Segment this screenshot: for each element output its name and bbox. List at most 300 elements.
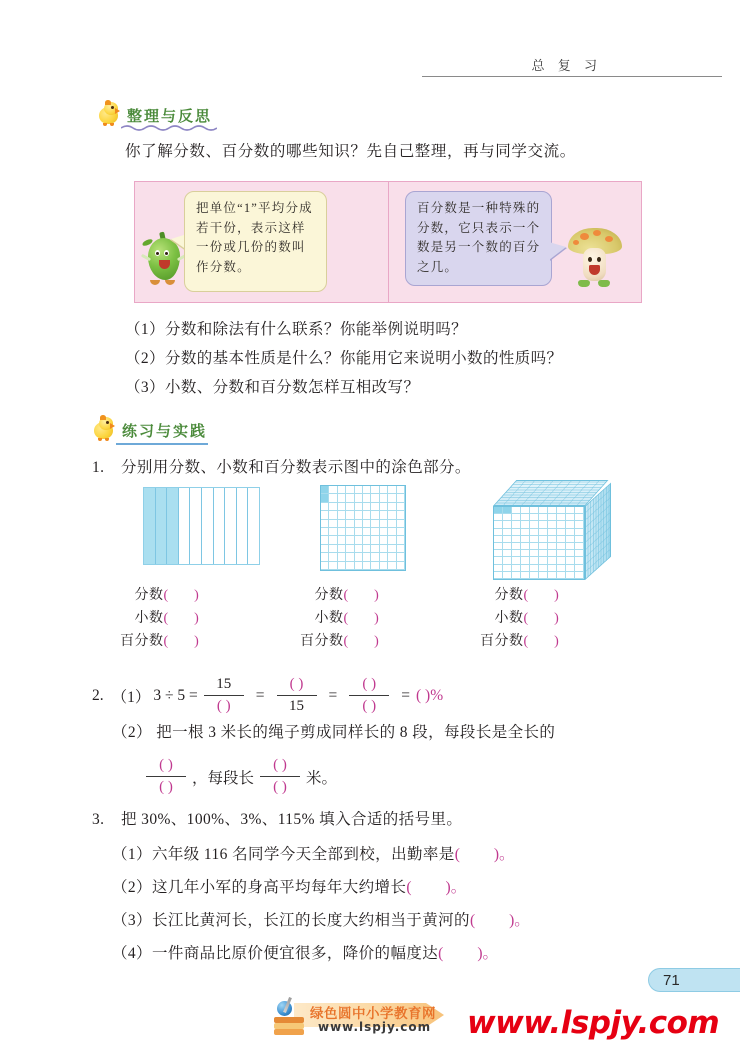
grid-cell (397, 511, 405, 519)
grid-cell (363, 503, 371, 511)
fraction-b (260, 757, 300, 796)
cube-cell (494, 514, 503, 521)
exercise-3-item-4 (112, 942, 498, 966)
grid-cell (329, 545, 337, 553)
cube-cell (548, 565, 557, 572)
item-label: （2） (112, 879, 152, 896)
running-head (422, 58, 722, 77)
review-question-3: （3）小数、分数和百分数怎样互相改写？ (125, 379, 420, 396)
cube-cell (494, 557, 503, 564)
cube-cell (521, 514, 530, 521)
grid-cell (321, 545, 329, 553)
grid-cell (355, 545, 363, 553)
grid-cell (397, 486, 405, 494)
open-paren: ( (163, 634, 169, 649)
cube-cell (557, 514, 566, 521)
cube-cell (494, 543, 503, 550)
running-head-rule (422, 76, 722, 77)
cube-cell (539, 543, 548, 550)
cube-cell (512, 529, 521, 536)
open-paren: ( (469, 912, 476, 929)
answer-labels-strip (120, 584, 199, 653)
cube-cell (548, 514, 557, 521)
grid-cell (371, 503, 379, 511)
item-label: （1） (112, 846, 152, 863)
cube-cell (566, 550, 575, 557)
grid-cell (346, 553, 354, 561)
grid-cell (321, 511, 329, 519)
grid-cell (380, 520, 388, 528)
cube-cell (503, 507, 512, 514)
cube-cell (512, 557, 521, 564)
cube-cell (539, 572, 548, 579)
grid-cell (338, 536, 346, 544)
site-logo (268, 1001, 458, 1043)
grid-cell (346, 562, 354, 570)
grid-cell (355, 562, 363, 570)
cube-cell (539, 521, 548, 528)
cube-cell (548, 521, 557, 528)
speech-bubble-fraction: 把单位“1”平均分成若干份，表示这样一份或几份的数叫作分数。 (184, 191, 327, 292)
cube-cell (494, 507, 503, 514)
label-decimal: 小数( ) (494, 611, 559, 626)
grid-cell (321, 528, 329, 536)
grid-cell (363, 545, 371, 553)
cube-cell (512, 507, 521, 514)
exercise-2-1-lhs: 3 ÷ 5 = (153, 686, 198, 704)
cube-cell (575, 572, 584, 579)
label-percent: 百分数( ) (480, 634, 559, 649)
grid-cell (371, 486, 379, 494)
cube-cell (530, 514, 539, 521)
grid-cell (355, 486, 363, 494)
cube-cell (557, 557, 566, 564)
grid-cell (355, 528, 363, 536)
grid-cell (397, 503, 405, 511)
grid-cell (329, 562, 337, 570)
grid-cell (380, 528, 388, 536)
fraction-a-numerator: ( ) (159, 757, 173, 773)
cube-cell (494, 536, 503, 543)
section-header-review (97, 100, 215, 126)
cube-cell (566, 565, 575, 572)
grid-cell (329, 503, 337, 511)
exercise-2-number: 2. (92, 686, 104, 704)
cube-cell (548, 557, 557, 564)
cube-cell (566, 521, 575, 528)
cube-cell (521, 550, 530, 557)
grid-cell (363, 553, 371, 561)
grid-cell (371, 545, 379, 553)
cube-cell (557, 572, 566, 579)
exercise-1-prompt: 分别用分数、小数和百分数表示图中的涂色部分。 (121, 459, 471, 476)
cube-cell (566, 529, 575, 536)
cube-cell (539, 565, 548, 572)
cube-cell (575, 536, 584, 543)
open-paren: ( (438, 945, 444, 962)
cube-cell (566, 557, 575, 564)
grid-cell (346, 494, 354, 502)
cube-cell (503, 550, 512, 557)
fraction-b-numerator: ( ) (273, 757, 287, 773)
underline-practice (116, 443, 208, 445)
grid-cell (321, 562, 329, 570)
open-paren: ( (343, 611, 349, 626)
label-percent: 百分数( ) (300, 634, 379, 649)
label-fraction: 分数( ) (494, 588, 559, 603)
grid-cell (388, 562, 396, 570)
fraction-2-bar (277, 695, 317, 696)
open-paren: ( (523, 634, 529, 649)
cube-cell (539, 557, 548, 564)
item-label: （3） (112, 912, 152, 929)
review-intro-text: 你了解分数、百分数的哪些知识？先自己整理，再与同学交流。 (125, 143, 576, 160)
cube-cell (575, 543, 584, 550)
grid-cell (371, 562, 379, 570)
open-paren: ( (163, 588, 169, 603)
cube-cell (557, 521, 566, 528)
cube-cell (575, 550, 584, 557)
grid-cell (329, 528, 337, 536)
cube-cell (494, 521, 503, 528)
cube-cell (521, 557, 530, 564)
mushroom-character (567, 224, 623, 294)
cube-cell (512, 514, 521, 521)
cube-cell (512, 572, 521, 579)
grid-cell (371, 520, 379, 528)
cube-cell (575, 514, 584, 521)
fraction-3-numerator: ( ) (362, 676, 377, 692)
cube-cell (557, 507, 566, 514)
exercise-2-2-mid: ，每段长 (192, 769, 255, 787)
grid-cell (338, 545, 346, 553)
cube-cell (548, 572, 557, 579)
cube-front-face (493, 506, 585, 580)
grid-cell (321, 494, 329, 502)
exercise-2-part-1 (92, 676, 443, 715)
label-percent: 百分数( ) (120, 634, 199, 649)
grid-cell (346, 545, 354, 553)
grid-cell (321, 553, 329, 561)
cube-cell (530, 507, 539, 514)
cube-cell (548, 536, 557, 543)
exercise-3-item-1 (112, 843, 515, 867)
grid-cell (388, 553, 396, 561)
section-title-review: 整理与反思 (127, 107, 213, 125)
grid-cell (321, 520, 329, 528)
review-question-2: （2）分数的基本性质是什么？你能用它来说明小数的性质吗？ (125, 350, 563, 367)
grid-cell (363, 528, 371, 536)
grid-cell (363, 520, 371, 528)
grid-cell (355, 553, 363, 561)
cube-cell (566, 572, 575, 579)
grid-cell (321, 536, 329, 544)
grid-cell (388, 494, 396, 502)
cube-cell (557, 529, 566, 536)
grid-cell (388, 545, 396, 553)
grid-cell (338, 553, 346, 561)
grid-cell (329, 553, 337, 561)
exercise-2-2-text: 把一根 3 米长的绳子剪成同样长的 8 段，每段长是全长的 (156, 724, 556, 741)
wavy-underline-review (121, 124, 217, 131)
open-paren: ( (454, 846, 460, 863)
grid-cell (397, 494, 405, 502)
grid-cell (363, 562, 371, 570)
cube-cell (557, 565, 566, 572)
section-title-practice: 练习与实践 (122, 422, 208, 440)
label-fraction: 分数( ) (134, 588, 199, 603)
item-text: 一件商品比原价便宜很多，降价的幅度达 (151, 945, 439, 962)
cube-cell (575, 521, 584, 528)
grid-cell (346, 486, 354, 494)
grid-cell (321, 486, 329, 494)
grid-cell (388, 528, 396, 536)
cube-cell (566, 536, 575, 543)
exercise-2-1-label: （1） (111, 688, 151, 706)
grid-cell (346, 536, 354, 544)
grid-cell (380, 503, 388, 511)
grid-cell (363, 536, 371, 544)
figure-strip (143, 487, 260, 565)
cube-cell (503, 557, 512, 564)
fraction-1-numerator: 15 (216, 676, 232, 692)
grid-cell (380, 494, 388, 502)
cube-cell (575, 529, 584, 536)
cube-cell (530, 543, 539, 550)
cube-cell (503, 565, 512, 572)
cube-cell (521, 536, 530, 543)
answer-labels-grid (300, 584, 379, 653)
cube-cell (530, 550, 539, 557)
cube-cell (503, 572, 512, 579)
exercise-3-prompt: 把 30%、100%、3%、115% 填入合适的括号里。 (121, 811, 463, 828)
cube-cell (539, 550, 548, 557)
page-number-tab (648, 968, 740, 992)
grid-cell (338, 486, 346, 494)
figure-grid (320, 485, 406, 571)
grid-cell (380, 545, 388, 553)
fraction-1-denominator: ( ) (216, 698, 231, 715)
cube-cell (530, 521, 539, 528)
cube-cell (530, 557, 539, 564)
cube-cell (494, 572, 503, 579)
cube-cell (557, 550, 566, 557)
figure-cube (493, 480, 611, 580)
exercise-2-part-2-line1 (112, 721, 555, 745)
open-paren: ( (163, 611, 169, 626)
exercise-2-2-unit: 米。 (306, 769, 338, 787)
cube-cell (512, 521, 521, 528)
grid-cell (371, 528, 379, 536)
fraction-3 (349, 676, 389, 715)
item-label: （4） (112, 945, 152, 962)
grid-cell (355, 536, 363, 544)
exercise-1 (92, 456, 471, 480)
fraction-1-bar (204, 695, 244, 696)
grid-cell (329, 494, 337, 502)
grid-cell (371, 536, 379, 544)
open-paren: ( (343, 588, 349, 603)
cube-cell (521, 572, 530, 579)
grid-cell (380, 562, 388, 570)
exercise-3-item-2 (112, 876, 466, 900)
cube-cell (530, 565, 539, 572)
cube-cell (521, 543, 530, 550)
cube-cell (539, 507, 548, 514)
grid-cell (397, 528, 405, 536)
cube-cell (521, 565, 530, 572)
fraction-3-denominator: ( ) (362, 698, 377, 715)
bubble-tail-right (549, 242, 566, 260)
strip-10-columns (143, 487, 260, 565)
cube-cell (575, 565, 584, 572)
fraction-2 (277, 676, 317, 715)
cube-cell (503, 529, 512, 536)
exercise-3 (92, 808, 462, 832)
open-paren: ( (406, 879, 412, 896)
cube-cell (512, 565, 521, 572)
cube-cell (566, 507, 575, 514)
grid-cell (380, 486, 388, 494)
grid-cell (346, 511, 354, 519)
exercise-2-2-label: （2） (112, 724, 152, 741)
logo-title: 绿色圆中小学教育网 (310, 1006, 436, 1022)
grid-cell (329, 536, 337, 544)
grid-cell (338, 503, 346, 511)
grid-cell (363, 511, 371, 519)
item-blank: )。 (477, 945, 498, 962)
grid-cell (371, 494, 379, 502)
cube-cell (539, 529, 548, 536)
item-blank: )。 (493, 846, 515, 863)
logo-url: www.lspjy.com (318, 1020, 432, 1034)
grid-cell (329, 520, 337, 528)
exercise-2-1-answer: ( )% (416, 686, 444, 704)
cube-cell (521, 529, 530, 536)
fraction-3-bar (349, 695, 389, 696)
cube-cell (557, 543, 566, 550)
exercise-3-item-3 (112, 909, 530, 933)
equals-2: = (328, 686, 338, 704)
item-text: 长江比黄河长，长江的长度大约相当于黄河的 (151, 912, 470, 929)
grid-cell (338, 511, 346, 519)
cube-10x10x10 (493, 480, 611, 580)
grid-cell (355, 503, 363, 511)
cube-cell (548, 543, 557, 550)
grid-cell (355, 511, 363, 519)
cube-cell (530, 529, 539, 536)
cube-cell (548, 550, 557, 557)
section-header-practice (92, 415, 210, 441)
item-text: 六年级 116 名同学今天全部到校，出勤率是 (151, 846, 455, 863)
cube-cell (548, 529, 557, 536)
grid-cell (355, 494, 363, 502)
exercise-1-number: 1. (92, 459, 105, 476)
grid-cell (338, 528, 346, 536)
grid-cell (371, 553, 379, 561)
open-paren: ( (343, 634, 349, 649)
grid-cell (371, 511, 379, 519)
open-paren: ( (523, 611, 529, 626)
cube-cell (557, 536, 566, 543)
grid-cell (388, 520, 396, 528)
grid-cell (355, 520, 363, 528)
grid-cell (346, 520, 354, 528)
grid-cell (380, 536, 388, 544)
grid-10x10 (320, 485, 406, 571)
cube-cell (530, 572, 539, 579)
cube-cell (512, 543, 521, 550)
page-number: 71 (663, 972, 680, 989)
exercise-2-part-2-line2 (140, 757, 337, 796)
label-decimal: 小数( ) (314, 611, 379, 626)
equals-1: = (255, 686, 265, 704)
cube-cell (494, 565, 503, 572)
fraction-a-denominator: ( ) (159, 779, 173, 796)
answer-labels-cube (480, 584, 559, 653)
dialogue-panel (134, 181, 642, 303)
chick-icon (92, 417, 116, 441)
grid-cell (346, 528, 354, 536)
equals-3: = (401, 686, 411, 704)
cube-cell (503, 521, 512, 528)
grid-cell (388, 486, 396, 494)
cube-cell (575, 507, 584, 514)
fraction-2-numerator: ( ) (289, 676, 304, 692)
grid-cell (388, 536, 396, 544)
cube-cell (530, 536, 539, 543)
cube-cell (503, 536, 512, 543)
running-head-text: 总 复 习 (531, 58, 602, 73)
fraction-b-bar (260, 776, 300, 777)
cube-cell (539, 514, 548, 521)
fraction-a-bar (146, 776, 186, 777)
label-fraction: 分数( ) (314, 588, 379, 603)
fraction-2-denominator: 15 (289, 698, 305, 715)
cube-cell (503, 543, 512, 550)
cube-cell (548, 507, 557, 514)
grid-cell (321, 503, 329, 511)
grid-cell (363, 486, 371, 494)
item-blank: )。 (509, 912, 530, 929)
open-paren: ( (523, 588, 529, 603)
grid-cell (397, 553, 405, 561)
exercise-3-number: 3. (92, 811, 105, 828)
cube-cell (503, 514, 512, 521)
cube-cell (512, 536, 521, 543)
cube-cell (566, 543, 575, 550)
fraction-1 (204, 676, 244, 715)
cube-cell (566, 514, 575, 521)
item-text: 这几年小军的身高平均每年大约增长 (151, 879, 407, 896)
cube-cell (539, 536, 548, 543)
review-question-1: （1）分数和除法有什么联系？你能举例说明吗？ (125, 321, 468, 338)
grid-cell (397, 520, 405, 528)
speech-bubble-percent: 百分数是一种特殊的分数，它只表示一个数是另一个数的百分之几。 (405, 191, 552, 286)
grid-cell (380, 511, 388, 519)
cube-cell (575, 557, 584, 564)
chick-icon (97, 102, 121, 126)
grid-cell (363, 494, 371, 502)
grid-cell (388, 511, 396, 519)
grid-cell (397, 545, 405, 553)
cube-cell (494, 529, 503, 536)
cube-cell (521, 521, 530, 528)
grid-cell (397, 562, 405, 570)
grid-cell (380, 553, 388, 561)
grid-cell (346, 503, 354, 511)
grid-cell (329, 511, 337, 519)
